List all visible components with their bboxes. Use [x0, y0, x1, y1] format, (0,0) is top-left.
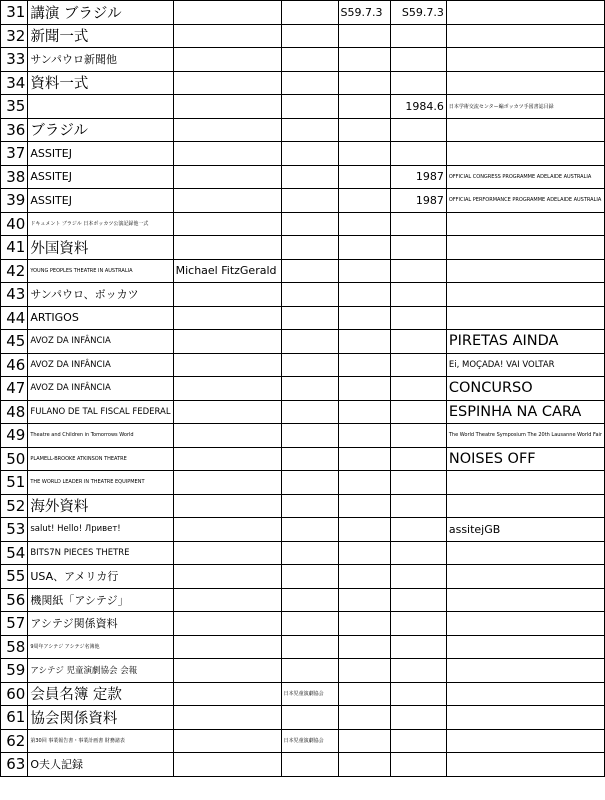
table-cell-col1: PLAMELL-BROOKE ATKINSON THEATRE [28, 447, 173, 471]
table-cell-col3: 日本児童演劇協会 [281, 682, 338, 706]
table-cell-col3 [281, 612, 338, 636]
table-row [1, 494, 605, 518]
table-cell-col1: salut! Hello! Лривет! [28, 518, 173, 542]
table-cell-col5 [390, 236, 446, 260]
row-number-cell: 47 [1, 377, 28, 401]
table-cell-col3 [281, 165, 338, 189]
table-cell-col4 [338, 588, 390, 612]
table-cell-col6: ESPINHA NA CARA [446, 400, 604, 424]
table-cell-col2 [173, 189, 281, 213]
table-cell-col4 [338, 48, 390, 72]
table-cell-col3 [281, 753, 338, 777]
row-number-cell: 62 [1, 729, 28, 753]
table-cell-col5 [390, 494, 446, 518]
table-cell-col6 [446, 306, 604, 330]
table-cell-col3 [281, 118, 338, 142]
table-cell-col3 [281, 518, 338, 542]
table-cell-col3 [281, 635, 338, 659]
table-cell-col4 [338, 706, 390, 730]
table-cell-col6: 日本学術交流センター編ボッカツ手図書誌目録 [446, 95, 604, 119]
row-number-cell: 58 [1, 635, 28, 659]
table-cell-col4 [338, 353, 390, 377]
table-cell-col5 [390, 212, 446, 236]
table-row [1, 729, 605, 753]
table-cell-col5 [390, 541, 446, 565]
row-number-cell: 54 [1, 541, 28, 565]
table-cell-col1: BITS7N PIECES THETRE [28, 541, 173, 565]
table-cell-col6 [446, 588, 604, 612]
table-body [1, 1, 605, 777]
table-cell-col6 [446, 1, 604, 25]
table-cell-col2 [173, 236, 281, 260]
row-number-cell: 37 [1, 142, 28, 166]
row-number-cell: 31 [1, 1, 28, 25]
table-cell-col5 [390, 377, 446, 401]
table-cell-col2 [173, 659, 281, 683]
table-cell-col2 [173, 24, 281, 48]
table-cell-col2 [173, 353, 281, 377]
table-row [1, 283, 605, 307]
table-cell-col1: FULANO DE TAL FISCAL FEDERAL [28, 400, 173, 424]
table-cell-col2 [173, 706, 281, 730]
table-cell-col2 [173, 142, 281, 166]
row-number-cell: 38 [1, 165, 28, 189]
row-number-cell: 33 [1, 48, 28, 72]
table-row [1, 377, 605, 401]
table-row [1, 24, 605, 48]
table-cell-col1: 第30回 事業報告書・事業計画書 財務諸表 [28, 729, 173, 753]
table-cell-col5 [390, 588, 446, 612]
row-number-cell: 56 [1, 588, 28, 612]
row-number-cell: 63 [1, 753, 28, 777]
table-cell-col4 [338, 565, 390, 589]
row-number-cell: 49 [1, 424, 28, 448]
table-cell-col3 [281, 330, 338, 354]
row-number-cell: 34 [1, 71, 28, 95]
table-cell-col5 [390, 259, 446, 283]
table-row [1, 353, 605, 377]
table-cell-col1: 海外資料 [28, 494, 173, 518]
table-cell-col4 [338, 682, 390, 706]
table-cell-col3 [281, 541, 338, 565]
table-cell-col5 [390, 330, 446, 354]
table-row [1, 565, 605, 589]
table-cell-col2 [173, 612, 281, 636]
row-number-cell: 43 [1, 283, 28, 307]
table-cell-col1: ARTIGOS [28, 306, 173, 330]
table-row [1, 236, 605, 260]
table-cell-col1: ASSITEJ [28, 142, 173, 166]
table-cell-col1: アシテジ関係資料 [28, 612, 173, 636]
table-cell-col5: 1984.6 [390, 95, 446, 119]
table-row [1, 588, 605, 612]
table-cell-col3: 日本児童演劇協会 [281, 729, 338, 753]
table-cell-col6: OFFICIAL CONGRESS PROGRAMME ADELAIDE AUSTRALIA [446, 165, 604, 189]
table-cell-col3 [281, 189, 338, 213]
table-cell-col6 [446, 753, 604, 777]
table-row [1, 165, 605, 189]
table-cell-col4 [338, 753, 390, 777]
table-cell-col2 [173, 753, 281, 777]
table-cell-col1: AVOZ DA INFÂNCIA [28, 330, 173, 354]
table-cell-col5: 1987 [390, 189, 446, 213]
table-cell-col2 [173, 71, 281, 95]
table-cell-col4 [338, 659, 390, 683]
table-row [1, 541, 605, 565]
table-cell-col4 [338, 212, 390, 236]
table-cell-col6 [446, 236, 604, 260]
table-cell-col1: サンパウロ、ボッカツ [28, 283, 173, 307]
table-cell-col5 [390, 353, 446, 377]
table-cell-col1: アシテジ 児童演劇協会 会報 [28, 659, 173, 683]
table-row [1, 1, 605, 25]
table-cell-col1: AVOZ DA INFÂNCIA [28, 377, 173, 401]
table-cell-col4 [338, 259, 390, 283]
table-cell-col5: S59.7.3 [390, 1, 446, 25]
table-cell-col2 [173, 518, 281, 542]
table-cell-col2 [173, 283, 281, 307]
table-cell-col2 [173, 400, 281, 424]
row-number-cell: 61 [1, 706, 28, 730]
table-cell-col4 [338, 71, 390, 95]
table-cell-col6: NOISES OFF [446, 447, 604, 471]
table-cell-col3 [281, 588, 338, 612]
table-cell-col1: サンパウロ新聞他 [28, 48, 173, 72]
row-number-cell: 50 [1, 447, 28, 471]
table-cell-col1: 資料一式 [28, 71, 173, 95]
table-cell-col3 [281, 24, 338, 48]
table-cell-col4 [338, 95, 390, 119]
table-cell-col3 [281, 706, 338, 730]
table-cell-col5 [390, 447, 446, 471]
table-cell-col5 [390, 24, 446, 48]
row-number-cell: 42 [1, 259, 28, 283]
table-cell-col6 [446, 659, 604, 683]
table-cell-col5 [390, 706, 446, 730]
table-cell-col2 [173, 95, 281, 119]
table-row [1, 306, 605, 330]
row-number-cell: 35 [1, 95, 28, 119]
row-number-cell: 55 [1, 565, 28, 589]
table-cell-col5 [390, 118, 446, 142]
table-cell-col1: 講演 ブラジル [28, 1, 173, 25]
table-cell-col4 [338, 283, 390, 307]
table-cell-col6: OFFICIAL PERFORMANCE PROGRAMME ADELAIDE AUSTRALIA [446, 189, 604, 213]
table-cell-col4 [338, 118, 390, 142]
table-cell-col5 [390, 565, 446, 589]
table-cell-col6 [446, 565, 604, 589]
table-cell-col2 [173, 330, 281, 354]
table-row [1, 259, 605, 283]
table-cell-col4 [338, 377, 390, 401]
table-cell-col3 [281, 471, 338, 495]
table-cell-col6 [446, 71, 604, 95]
table-row [1, 635, 605, 659]
table-cell-col3 [281, 95, 338, 119]
table-cell-col5 [390, 635, 446, 659]
table-cell-col2 [173, 48, 281, 72]
table-cell-col2 [173, 118, 281, 142]
table-row [1, 142, 605, 166]
table-cell-col1: AVOZ DA INFÂNCIA [28, 353, 173, 377]
row-number-cell: 53 [1, 518, 28, 542]
table-cell-col4 [338, 400, 390, 424]
table-cell-col4 [338, 729, 390, 753]
table-cell-col1: YOUNG PEOPLES THEATRE IN AUSTRALIA [28, 259, 173, 283]
table-cell-col2 [173, 377, 281, 401]
table-cell-col4 [338, 635, 390, 659]
table-cell-col4 [338, 494, 390, 518]
table-cell-col6: The World Theatre Symposium The 20th Lausanne World Fair [446, 424, 604, 448]
table-cell-col4 [338, 518, 390, 542]
table-cell-col6 [446, 541, 604, 565]
table-cell-col5 [390, 659, 446, 683]
table-cell-col4 [338, 541, 390, 565]
table-cell-col4 [338, 24, 390, 48]
table-cell-col5 [390, 612, 446, 636]
table-row [1, 518, 605, 542]
table-cell-col2 [173, 212, 281, 236]
table-cell-col6 [446, 706, 604, 730]
table-cell-col3 [281, 306, 338, 330]
table-cell-col6 [446, 259, 604, 283]
table-row [1, 71, 605, 95]
table-cell-col4: S59.7.3 [338, 1, 390, 25]
table-row [1, 95, 605, 119]
table-cell-col6 [446, 283, 604, 307]
row-number-cell: 39 [1, 189, 28, 213]
table-cell-col3 [281, 1, 338, 25]
row-number-cell: 46 [1, 353, 28, 377]
table-cell-col5 [390, 471, 446, 495]
row-number-cell: 36 [1, 118, 28, 142]
table-cell-col2 [173, 471, 281, 495]
table-cell-col5 [390, 71, 446, 95]
table-cell-col5 [390, 400, 446, 424]
table-cell-col1: 外国資料 [28, 236, 173, 260]
table-cell-col1: 新聞一式 [28, 24, 173, 48]
table-cell-col1: 会員名簿 定款 [28, 682, 173, 706]
row-number-cell: 52 [1, 494, 28, 518]
table-cell-col2 [173, 729, 281, 753]
table-cell-col4 [338, 330, 390, 354]
table-cell-col4 [338, 236, 390, 260]
table-cell-col3 [281, 424, 338, 448]
table-cell-col1: 協会関係資料 [28, 706, 173, 730]
table-cell-col4 [338, 447, 390, 471]
table-row [1, 753, 605, 777]
table-cell-col6 [446, 729, 604, 753]
table-cell-col3 [281, 142, 338, 166]
table-cell-col1: O夫人記録 [28, 753, 173, 777]
table-cell-col3 [281, 353, 338, 377]
table-cell-col3 [281, 565, 338, 589]
table-cell-col2 [173, 682, 281, 706]
table-cell-col6 [446, 118, 604, 142]
table-cell-col3 [281, 494, 338, 518]
table-cell-col6: assitejGB [446, 518, 604, 542]
table-cell-col3 [281, 71, 338, 95]
table-cell-col6: CONCURSO [446, 377, 604, 401]
table-cell-col1: ブラジル [28, 118, 173, 142]
table-row [1, 659, 605, 683]
table-row [1, 48, 605, 72]
table-cell-col6 [446, 48, 604, 72]
table-cell-col3 [281, 236, 338, 260]
table-cell-col2 [173, 447, 281, 471]
table-row [1, 400, 605, 424]
table-cell-col2 [173, 635, 281, 659]
table-row [1, 118, 605, 142]
table-cell-col5 [390, 753, 446, 777]
table-cell-col2: Michael FitzGerald [173, 259, 281, 283]
table-cell-col2 [173, 541, 281, 565]
table-cell-col4 [338, 165, 390, 189]
row-number-cell: 41 [1, 236, 28, 260]
table-cell-col4 [338, 424, 390, 448]
table-cell-col1: USA、アメリカ行 [28, 565, 173, 589]
table-cell-col6 [446, 471, 604, 495]
table-row [1, 612, 605, 636]
table-cell-col5 [390, 283, 446, 307]
table-row [1, 471, 605, 495]
table-cell-col6 [446, 612, 604, 636]
table-cell-col2 [173, 424, 281, 448]
table-cell-col1 [28, 95, 173, 119]
table-cell-col4 [338, 189, 390, 213]
table-cell-col6 [446, 682, 604, 706]
table-row [1, 682, 605, 706]
table-cell-col5 [390, 142, 446, 166]
table-cell-col6 [446, 494, 604, 518]
table-cell-col6 [446, 24, 604, 48]
row-number-cell: 45 [1, 330, 28, 354]
table-cell-col2 [173, 1, 281, 25]
table-cell-col6 [446, 142, 604, 166]
table-cell-col5 [390, 518, 446, 542]
table-cell-col1: THE WORLD LEADER IN THEATRE EQUIPMENT [28, 471, 173, 495]
table-cell-col5 [390, 48, 446, 72]
table-cell-col2 [173, 165, 281, 189]
row-number-cell: 51 [1, 471, 28, 495]
row-number-cell: 60 [1, 682, 28, 706]
table-cell-col1: ASSITEJ [28, 165, 173, 189]
table-cell-col3 [281, 447, 338, 471]
table-row [1, 212, 605, 236]
table-cell-col5 [390, 306, 446, 330]
table-row [1, 424, 605, 448]
table-cell-col1: ドキュメント ブラジル 日本ボッカツ公演記録他一式 [28, 212, 173, 236]
table-cell-col3 [281, 212, 338, 236]
table-cell-col2 [173, 494, 281, 518]
table-cell-col6: PIRETAS AINDA [446, 330, 604, 354]
table-cell-col2 [173, 588, 281, 612]
table-cell-col1: Theatre and Children in Tomorrows World [28, 424, 173, 448]
table-cell-col3 [281, 48, 338, 72]
row-number-cell: 32 [1, 24, 28, 48]
table-cell-col5 [390, 729, 446, 753]
table-row [1, 706, 605, 730]
table-cell-col3 [281, 377, 338, 401]
row-number-cell: 48 [1, 400, 28, 424]
table-cell-col3 [281, 400, 338, 424]
table-row [1, 330, 605, 354]
table-cell-col1: ASSITEJ [28, 189, 173, 213]
table-cell-col6 [446, 212, 604, 236]
table-cell-col3 [281, 283, 338, 307]
table-cell-col2 [173, 306, 281, 330]
table-cell-col1: 9周年アシテジ アシテジ名簿他 [28, 635, 173, 659]
table-row [1, 189, 605, 213]
table-cell-col5 [390, 424, 446, 448]
table-cell-col4 [338, 471, 390, 495]
table-row [1, 447, 605, 471]
table-cell-col2 [173, 565, 281, 589]
table-cell-col4 [338, 612, 390, 636]
row-number-cell: 44 [1, 306, 28, 330]
table-cell-col6 [446, 635, 604, 659]
table-cell-col4 [338, 142, 390, 166]
row-number-cell: 57 [1, 612, 28, 636]
table-cell-col5 [390, 682, 446, 706]
table-cell-col3 [281, 259, 338, 283]
row-number-cell: 59 [1, 659, 28, 683]
table-cell-col5: 1987 [390, 165, 446, 189]
row-number-cell: 40 [1, 212, 28, 236]
table-cell-col1: 機関紙「アシテジ」 [28, 588, 173, 612]
table-cell-col3 [281, 659, 338, 683]
table-cell-col6: Ei, MOÇADA! VAI VOLTAR [446, 353, 604, 377]
table-cell-col4 [338, 306, 390, 330]
